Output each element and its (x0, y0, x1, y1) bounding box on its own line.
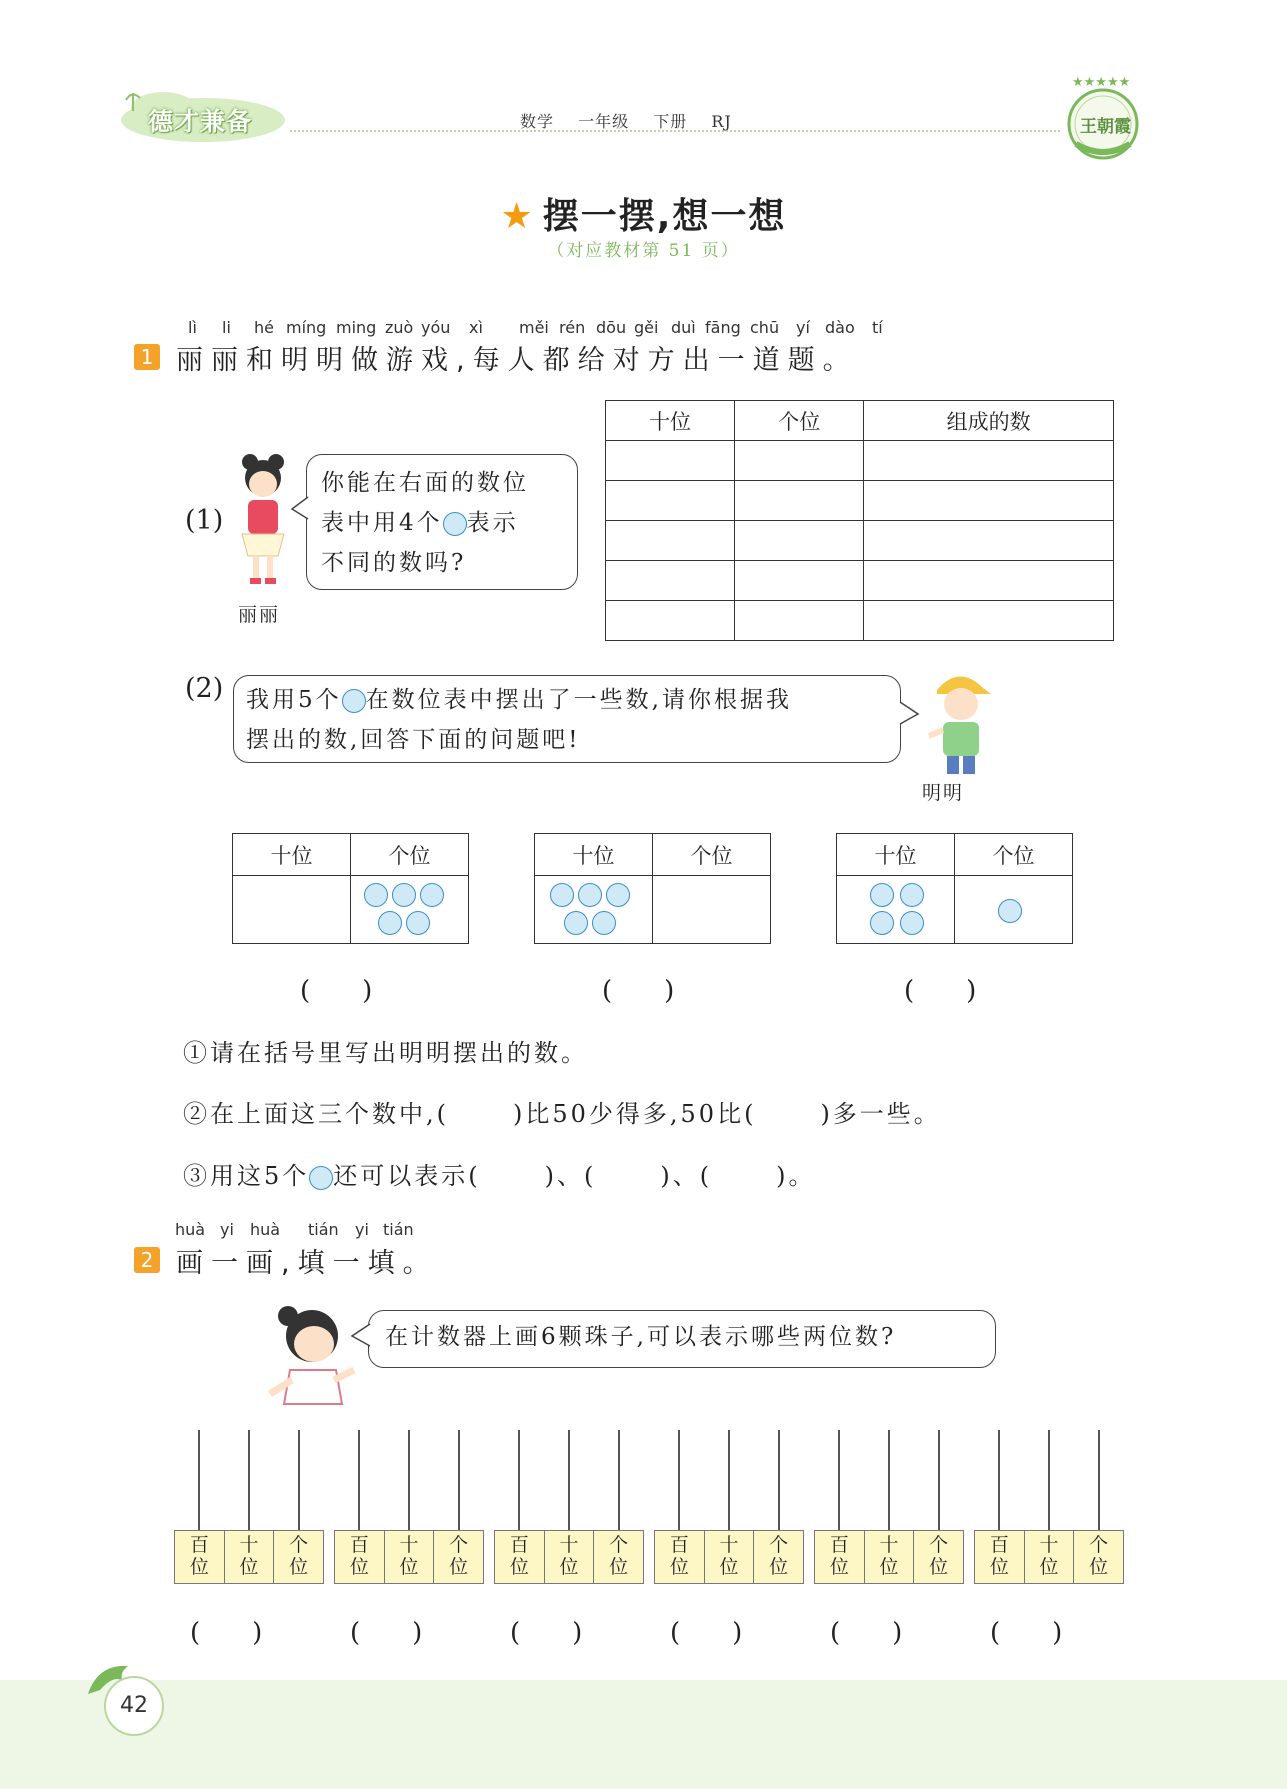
table-row (606, 441, 1114, 481)
pinyin-syllable: yí (796, 318, 810, 337)
abacus-rod[interactable] (1098, 1430, 1100, 1530)
abacus-rod[interactable] (678, 1430, 680, 1530)
answer-blank[interactable]: ( ) (602, 976, 675, 1006)
svg-text:★★★★★: ★★★★★ (1072, 75, 1131, 90)
abacus-label-char: 位 (929, 1556, 949, 1578)
mingming-name: 明明 (922, 782, 965, 804)
abacus-label-char: 位 (609, 1556, 629, 1578)
speech-text: 我用5个 (246, 687, 342, 713)
tens-cell[interactable] (606, 561, 735, 601)
ones-header: 个位 (653, 834, 771, 876)
tens-cell[interactable] (606, 601, 735, 641)
part2-label: (2) (185, 673, 224, 704)
question-number-1: 1 (134, 344, 160, 370)
header-info (520, 109, 750, 132)
tens-cell (233, 876, 351, 944)
abacus-label-char: 位 (769, 1556, 789, 1578)
abacus-place-label (274, 1531, 323, 1583)
bead-icon (998, 899, 1022, 923)
abacus-rod[interactable] (618, 1430, 620, 1530)
tens-header: 十位 (837, 834, 955, 876)
abacus[interactable] (814, 1430, 964, 1585)
abacus-label-char: 十 (719, 1534, 739, 1556)
abacus-place-label (754, 1531, 803, 1583)
abacus-place-label (594, 1531, 643, 1583)
pinyin-syllable: zuò (385, 318, 414, 337)
abacus-place-label (705, 1531, 755, 1583)
q2-speech-bubble (368, 1310, 996, 1368)
abacus-base (174, 1530, 324, 1584)
tens-cell[interactable] (606, 481, 735, 521)
lili-speech-bubble (306, 454, 578, 590)
table-header-row (233, 834, 469, 876)
bead-icon (900, 911, 924, 935)
abacus-rod[interactable] (358, 1430, 360, 1530)
star-icon: ★ (500, 196, 535, 237)
abacus-place-label (225, 1531, 275, 1583)
abacus-rod[interactable] (728, 1430, 730, 1530)
brand-logo (118, 88, 288, 144)
pinyin-syllable: huà (250, 1220, 281, 1239)
abacus-place-label (655, 1531, 705, 1583)
table-row (606, 601, 1114, 641)
abacus-place-label (865, 1531, 915, 1583)
lili-name: 丽丽 (238, 604, 281, 626)
ones-cell[interactable] (735, 521, 864, 561)
speech-line: 摆出的数,回答下面的问题吧! (246, 727, 581, 753)
table-header-row (606, 401, 1114, 441)
sub-question-text: )、( (544, 1162, 597, 1190)
answer-blank[interactable]: ( ) (670, 1618, 743, 1648)
sub-question-text: ②在上面这三个数中,( (183, 1100, 449, 1128)
header-subject: 数学 (520, 112, 555, 131)
sub-question-text: 还可以表示( (333, 1162, 481, 1190)
q2-text: 画一画,填一填。 (176, 1248, 438, 1279)
tens-cell[interactable] (606, 441, 735, 481)
pinyin-syllable: tí (872, 318, 883, 337)
abacus-label-char: 十 (239, 1534, 259, 1556)
pinyin-syllable: dōu (596, 318, 627, 337)
circle-icon (342, 689, 366, 713)
small-place-value-table-2 (534, 833, 771, 945)
number-cell[interactable] (864, 441, 1114, 481)
bead-icon (550, 883, 574, 907)
pinyin-syllable: tián (308, 1220, 339, 1239)
answer-blank[interactable]: ( ) (350, 1618, 423, 1648)
number-cell[interactable] (864, 521, 1114, 561)
abacus-label-char: 位 (239, 1556, 259, 1578)
bead-icon (392, 883, 416, 907)
abacus-label-char: 位 (989, 1556, 1009, 1578)
abacus-rod[interactable] (298, 1430, 300, 1530)
pinyin-syllable: gěi (634, 318, 659, 337)
bead-icon (364, 883, 388, 907)
table-row (606, 521, 1114, 561)
abacus-label-char: 百 (829, 1534, 849, 1556)
pinyin-syllable: yi (220, 1220, 234, 1239)
abacus-label-char: 个 (1089, 1534, 1109, 1556)
bead-icon (420, 883, 444, 907)
ones-cell[interactable] (735, 481, 864, 521)
pinyin-syllable: chū (750, 318, 780, 337)
abacus-label-char: 位 (879, 1556, 899, 1578)
abacus-base (974, 1530, 1124, 1584)
mingming-speech-bubble (233, 675, 901, 763)
pinyin-syllable: fāng (705, 318, 741, 337)
speech-line: 你能在右面的数位 (321, 470, 529, 496)
table-header: 组成的数 (864, 401, 1114, 441)
abacus-place-label (335, 1531, 385, 1583)
abacus-label-char: 十 (1039, 1534, 1059, 1556)
sub-question-2 (183, 1094, 941, 1129)
tens-header: 十位 (233, 834, 351, 876)
abacus-label-char: 位 (189, 1556, 209, 1578)
pinyin-syllable: duì (671, 318, 696, 337)
abacus-rod[interactable] (198, 1430, 200, 1530)
abacus[interactable] (974, 1430, 1124, 1585)
ones-cell[interactable] (735, 561, 864, 601)
abacus-rod[interactable] (838, 1430, 840, 1530)
sub-question-3 (183, 1156, 816, 1191)
bead-icon (900, 883, 924, 907)
bead-icon (378, 911, 402, 935)
bead-icon (406, 911, 430, 935)
abacus-rod[interactable] (248, 1430, 250, 1530)
pinyin-syllable: hé (254, 318, 274, 337)
speech-text: 表中用4个 (321, 510, 443, 536)
lili-illustration (232, 450, 294, 590)
abacus-label-char: 个 (449, 1534, 469, 1556)
abacus-rod[interactable] (888, 1430, 890, 1530)
header-grade: 一年级 (578, 112, 630, 131)
boy-icon (925, 668, 995, 778)
abacus-rod[interactable] (1048, 1430, 1050, 1530)
small-place-value-table-3 (836, 833, 1073, 945)
speech-line: 不同的数吗? (321, 550, 467, 576)
circle-icon (309, 1166, 333, 1190)
abacus-rod[interactable] (408, 1430, 410, 1530)
abacus-label-char: 位 (1039, 1556, 1059, 1578)
pinyin-syllable: xì (469, 318, 483, 337)
abacus-place-label (175, 1531, 225, 1583)
bubble-tail (350, 1322, 372, 1350)
abacus-label-char: 位 (559, 1556, 579, 1578)
abacus-place-label (1074, 1531, 1123, 1583)
abacus-place-label (1025, 1531, 1075, 1583)
abacus-label-char: 位 (829, 1556, 849, 1578)
abacus-label-char: 位 (289, 1556, 309, 1578)
abacus-label-char: 十 (879, 1534, 899, 1556)
sub-question-text: ③用这5个 (183, 1162, 310, 1190)
abacus-place-label (815, 1531, 865, 1583)
girl-waving-icon (262, 1300, 362, 1410)
abacus-label-char: 位 (669, 1556, 689, 1578)
table-header: 个位 (735, 401, 864, 441)
abacus-label-char: 百 (189, 1534, 209, 1556)
speech-text: 在数位表中摆出了一些数,请你根据我 (365, 687, 792, 713)
speech-line (321, 503, 577, 543)
pinyin-syllable: lì (188, 318, 197, 337)
number-cell[interactable] (864, 481, 1114, 521)
page-footer (0, 1680, 1287, 1789)
place-value-table (605, 400, 1114, 641)
abacus-rod[interactable] (568, 1430, 570, 1530)
pinyin-syllable: li (222, 318, 231, 337)
brand-stamp (1062, 72, 1144, 162)
abacus[interactable] (494, 1430, 644, 1585)
abacus-rod[interactable] (518, 1430, 520, 1530)
abacus-rod[interactable] (458, 1430, 460, 1530)
bead-icon (578, 883, 602, 907)
abacus-label-char: 个 (769, 1534, 789, 1556)
part1-label: (1) (185, 505, 224, 536)
answer-blank[interactable]: ( ) (904, 976, 977, 1006)
page-subtitle: （对应教材第 51 页） (547, 241, 740, 261)
small-place-value-table-1 (232, 833, 469, 945)
pinyin-syllable: huà (175, 1220, 206, 1239)
pinyin-syllable: dào (825, 318, 855, 337)
abacus-label-char: 百 (349, 1534, 369, 1556)
stamp-text: 王朝霞 (1080, 117, 1131, 137)
page-title-text: 摆一摆,想一想 (542, 196, 787, 237)
abacus-label-char: 个 (609, 1534, 629, 1556)
pinyin-syllable: yóu (421, 318, 451, 337)
abacus-label-char: 百 (509, 1534, 529, 1556)
abacus[interactable] (174, 1430, 324, 1585)
abacus-label-char: 百 (989, 1534, 1009, 1556)
number-cell[interactable] (864, 561, 1114, 601)
sub-question-1: ①请在括号里写出明明摆出的数。 (183, 1039, 588, 1067)
abacus-rod[interactable] (998, 1430, 1000, 1530)
tens-header: 十位 (535, 834, 653, 876)
abacus-place-label (434, 1531, 483, 1583)
girl-icon (232, 450, 294, 590)
sub-question-text: )多一些。 (820, 1100, 941, 1128)
bead-icon (870, 911, 894, 935)
abacus-base (494, 1530, 644, 1584)
abacus-label-char: 位 (449, 1556, 469, 1578)
abacus-label-char: 位 (349, 1556, 369, 1578)
logo-text: 德才兼备 (148, 107, 253, 136)
pinyin-syllable: ming (336, 318, 377, 337)
table-row (606, 561, 1114, 601)
answer-blank[interactable]: ( ) (830, 1618, 903, 1648)
speech-line (246, 680, 900, 720)
abacus-base (334, 1530, 484, 1584)
table-header: 十位 (606, 401, 735, 441)
number-cell[interactable] (864, 601, 1114, 641)
abacus[interactable] (654, 1430, 804, 1585)
abacus-place-label (545, 1531, 595, 1583)
pinyin-syllable: yi (355, 1220, 369, 1239)
answer-blank[interactable]: ( ) (300, 976, 373, 1006)
bead-icon (870, 883, 894, 907)
ones-header: 个位 (955, 834, 1073, 876)
abacus-label-char: 位 (509, 1556, 529, 1578)
abacus-place-label (914, 1531, 963, 1583)
pinyin-syllable: míng (286, 318, 327, 337)
speech-text: 表示 (466, 510, 519, 536)
pinyin-syllable: měi (519, 318, 549, 337)
table-header-row (535, 834, 771, 876)
answer-blank[interactable]: ( ) (190, 1618, 263, 1648)
abacus-place-label (385, 1531, 435, 1583)
ones-header: 个位 (351, 834, 469, 876)
sub-question-text: )比50少得多,50比( (513, 1100, 757, 1128)
abacus-base (654, 1530, 804, 1584)
q1-text: 丽丽和明明做游戏,每人都给对方出一道题。 (176, 345, 858, 376)
abacus-label-char: 百 (669, 1534, 689, 1556)
abacus-rod[interactable] (778, 1430, 780, 1530)
abacus-label-char: 个 (289, 1534, 309, 1556)
abacus-label-char: 位 (719, 1556, 739, 1578)
header-edition: RJ (711, 112, 732, 131)
pinyin-syllable: tián (383, 1220, 414, 1239)
sub-question-text: )。 (776, 1162, 816, 1190)
page-title (0, 188, 1287, 239)
table-row (606, 481, 1114, 521)
question-number-2: 2 (134, 1247, 160, 1273)
ones-cell (653, 876, 771, 944)
ones-cell[interactable] (735, 441, 864, 481)
abacus-label-char: 位 (399, 1556, 419, 1578)
answer-blank[interactable]: ( ) (990, 1618, 1063, 1648)
answer-blank[interactable]: ( ) (510, 1618, 583, 1648)
table-header-row (837, 834, 1073, 876)
abacus-label-char: 十 (399, 1534, 419, 1556)
abacus[interactable] (334, 1430, 484, 1585)
girl-illustration (262, 1300, 362, 1410)
sub-question-text: )、( (660, 1162, 713, 1190)
page-number: 42 (104, 1676, 164, 1736)
bead-icon (564, 911, 588, 935)
abacus-base (814, 1530, 964, 1584)
pinyin-syllable: rén (559, 318, 586, 337)
ones-cell[interactable] (735, 601, 864, 641)
abacus-place-label (975, 1531, 1025, 1583)
bead-icon (592, 911, 616, 935)
abacus-label-char: 位 (1089, 1556, 1109, 1578)
bubble-tail (898, 700, 920, 728)
table-row (837, 876, 1073, 944)
abacus-place-label (495, 1531, 545, 1583)
speech-text: 在计数器上画6颗珠子,可以表示哪些两位数? (385, 1324, 897, 1350)
abacus-label-char: 个 (929, 1534, 949, 1556)
tens-cell[interactable] (606, 521, 735, 561)
bead-icon (606, 883, 630, 907)
abacus-rod[interactable] (938, 1430, 940, 1530)
header-volume: 下册 (653, 112, 688, 131)
abacus-label-char: 十 (559, 1534, 579, 1556)
circle-icon (443, 512, 467, 536)
mingming-illustration (925, 668, 995, 778)
bubble-tail (290, 495, 310, 523)
tens-cell (837, 876, 955, 944)
